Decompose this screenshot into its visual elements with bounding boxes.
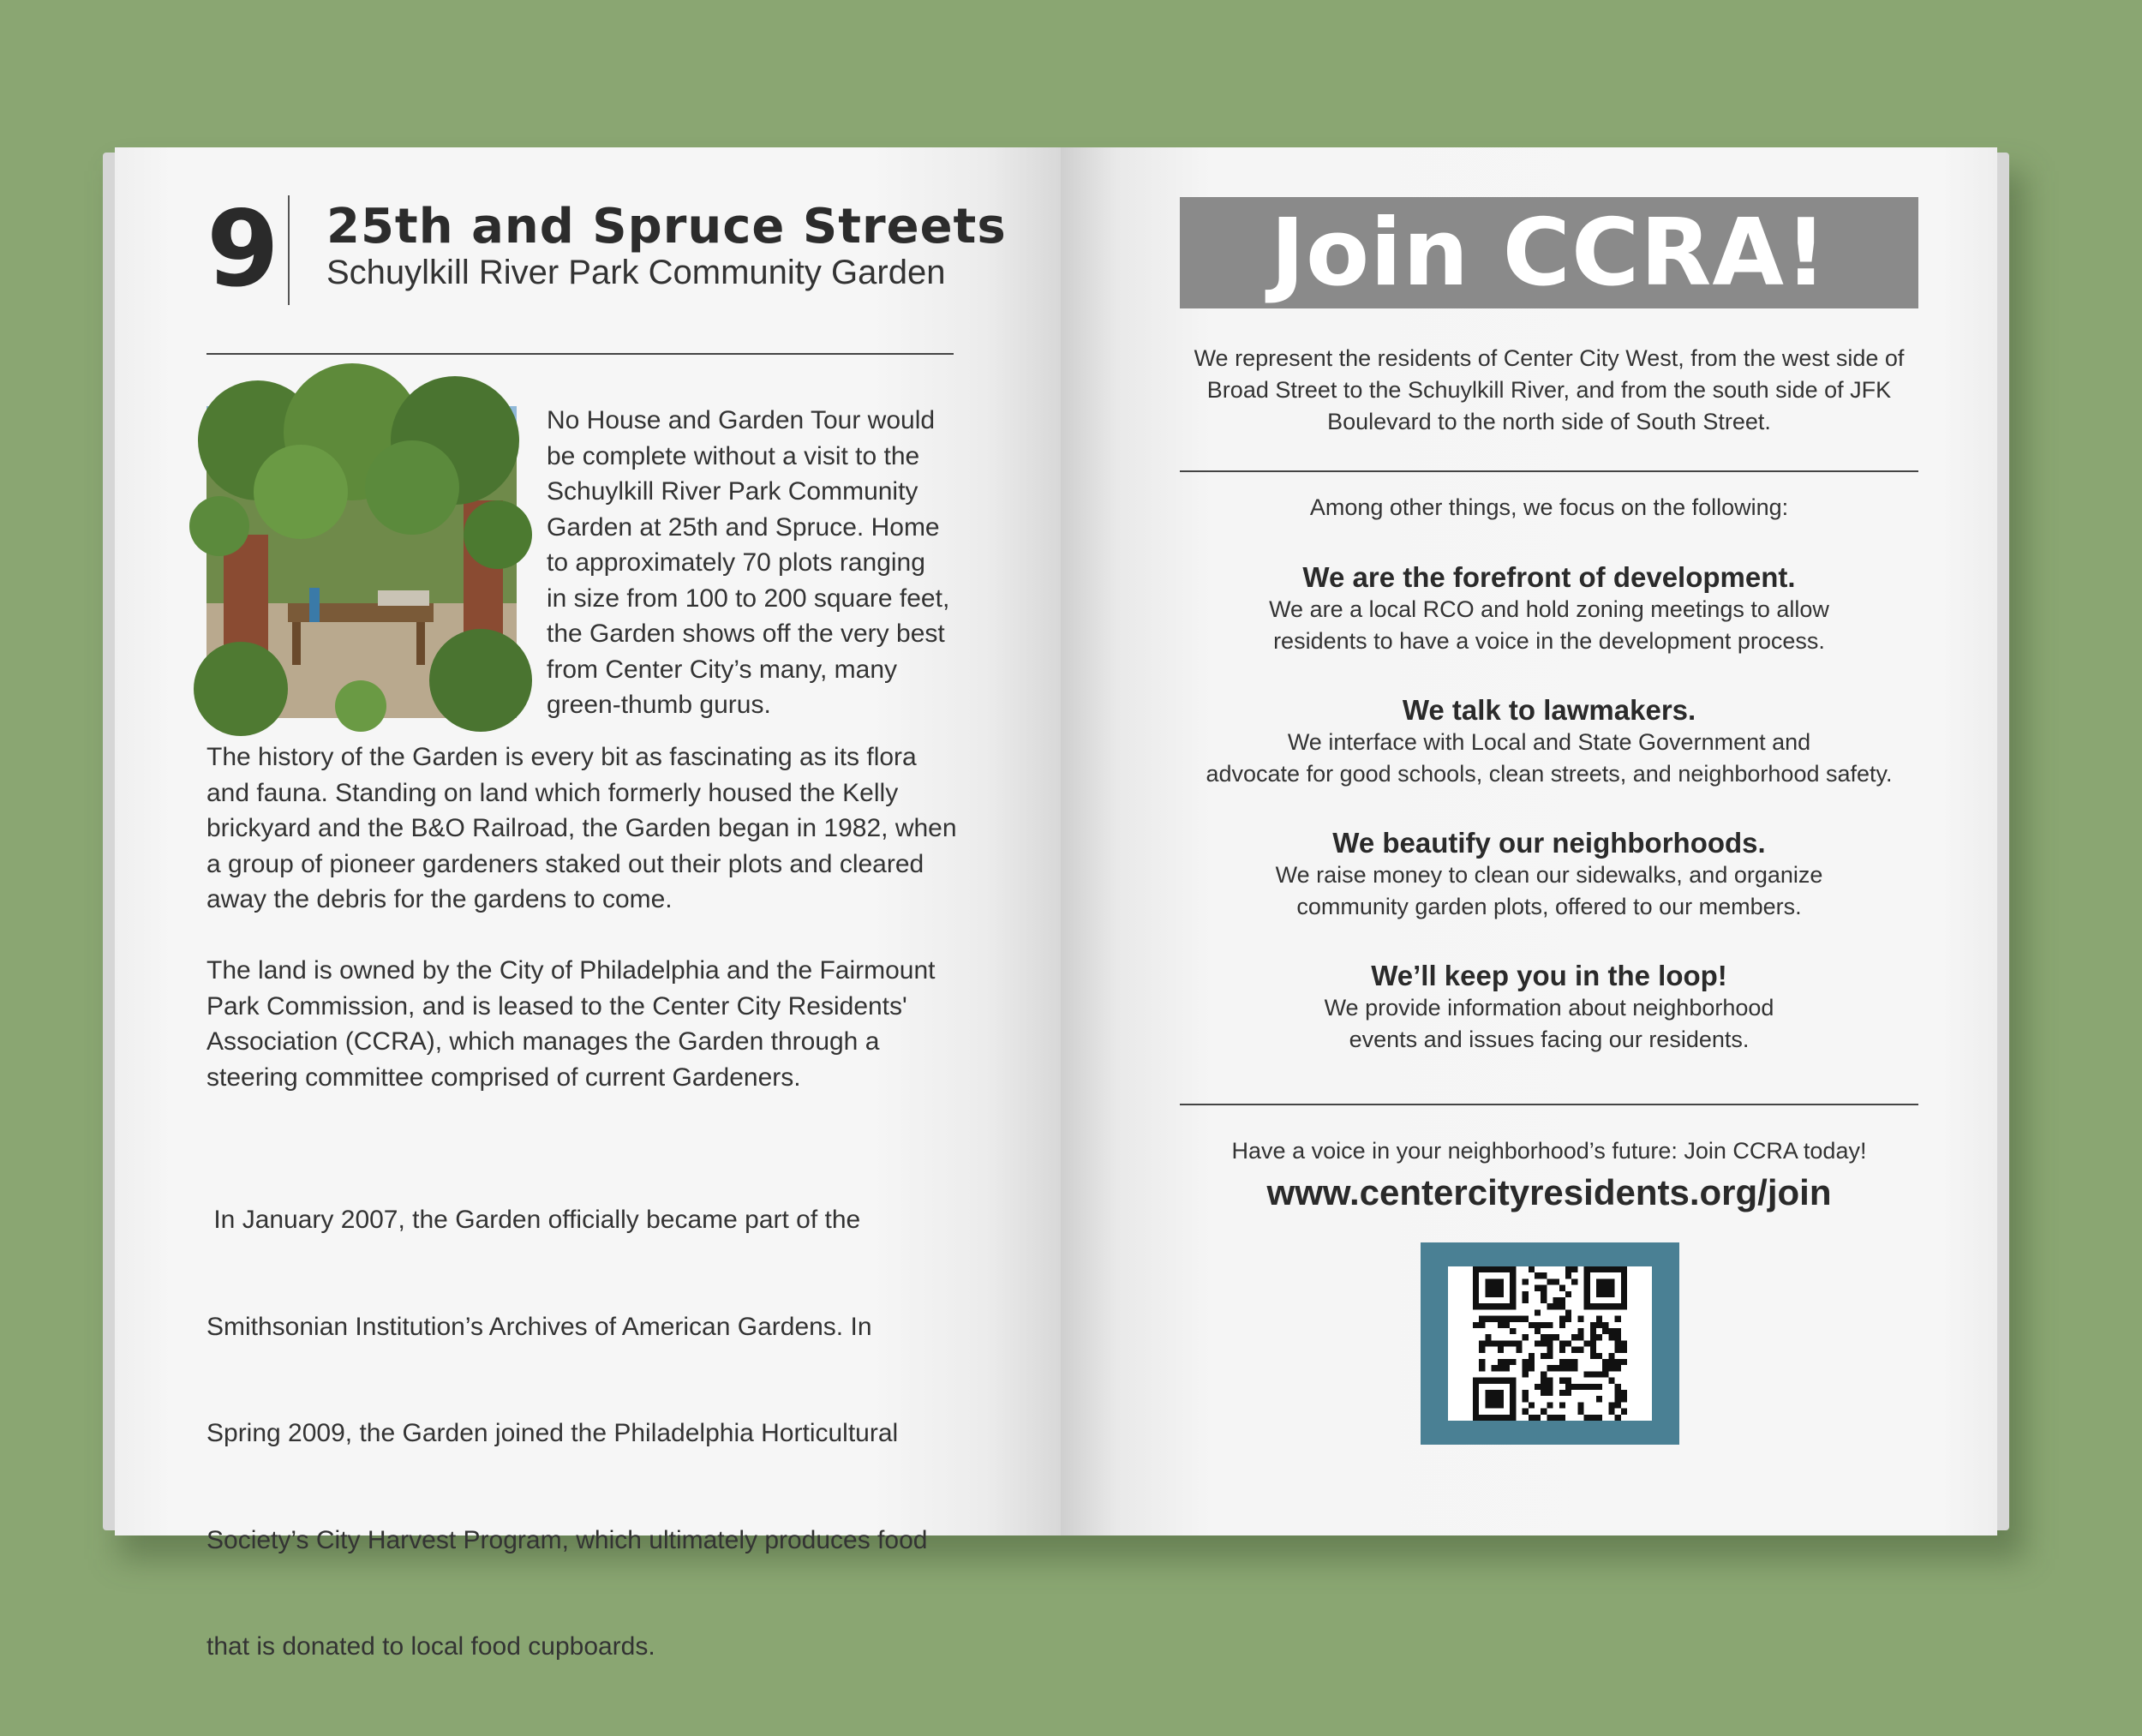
paragraph-line: Society’s City Harvest Program, which ultimately produces food [206, 1525, 928, 1554]
paragraph-line: that is donated to local food cupboards. [206, 1632, 655, 1661]
intro-line: No House and Garden Tour would [547, 406, 936, 434]
paragraph-line: Park Commission, and is leased to the Center City Residents' [206, 991, 907, 1021]
focus-intro: Among other things, we focus on the following: [1309, 494, 1789, 520]
history-paragraph [206, 739, 978, 918]
intro-line: in size from 100 to 200 square feet, [547, 584, 950, 613]
intro-line: the Garden shows off the very best [547, 620, 945, 648]
coverage-line: We represent the residents of Center City West, from the west side of [1194, 345, 1905, 371]
qr-code-frame [1421, 1242, 1679, 1445]
paragraph-line: a group of pioneer gardeners staked out their plots and cleared [206, 849, 924, 878]
join-banner-text: Join CCRA! [1270, 199, 1828, 307]
coverage-line: Broad Street to the Schuylkill River, and from the south side of JFK [1206, 377, 1892, 403]
paragraph-line: Association (CCRA), which manages the Garden through a [206, 1027, 880, 1056]
join-url-link[interactable]: www.centercityresidents.org/join [1266, 1172, 1832, 1212]
paragraph-line: brickyard and the B&O Railroad, the Garden began in 1982, when [206, 814, 957, 842]
focus-desc: We raise money to clean our sidewalks, and organize [1275, 862, 1823, 888]
paragraph-line: The history of the Garden is every bit as fascinating as its flora [206, 743, 917, 771]
paragraph-line: steering committee comprised of current Gardeners. [206, 1063, 801, 1092]
paragraph-line: The land is owned by the City of Philadelphia and the Fairmount [206, 956, 936, 985]
paragraph-line: Smithsonian Institution’s Archives of American Gardens. In [206, 1312, 872, 1341]
intro-line: Schuylkill River Park Community [547, 477, 918, 506]
focus-title: We beautify our neighborhoods. [1332, 827, 1766, 859]
qr-code-icon[interactable] [1448, 1266, 1652, 1421]
coverage-line: Boulevard to the north side of South Street. [1327, 409, 1771, 434]
paragraph-line: away the debris for the gardens to come. [206, 885, 673, 913]
paragraph-line: In January 2007, the Garden officially became part of the [206, 1206, 861, 1234]
focus-title: We are the forefront of development. [1302, 561, 1796, 593]
call-to-action: Have a voice in your neighborhood’s future: Join CCRA today! [1231, 1138, 1867, 1164]
focus-desc: We are a local RCO and hold zoning meetings to allow [1269, 596, 1829, 622]
intro-line: Garden at 25th and Spruce. Home [547, 512, 940, 542]
focus-desc: advocate for good schools, clean streets, and neighborhood safety. [1206, 761, 1893, 787]
focus-desc: residents to have a voice in the development process. [1273, 628, 1825, 654]
focus-desc: We provide information about neighborhood [1324, 995, 1774, 1021]
paragraph-line: and fauna. Standing on land which formerly housed the Kelly [206, 778, 899, 807]
intro-line: green-thumb gurus. [547, 691, 771, 719]
section-rule [1180, 1104, 1918, 1105]
title-rule [206, 353, 954, 355]
focus-desc: events and issues facing our residents. [1349, 1027, 1750, 1052]
join-banner [1180, 197, 1918, 308]
chapter-divider [288, 195, 290, 305]
intro-text [547, 403, 975, 723]
chapter-title: 25th and Spruce Streets [326, 199, 1007, 254]
focus-item [1180, 694, 1918, 790]
right-page [1061, 147, 1997, 1535]
garden-photo [206, 406, 517, 718]
coverage-text [1180, 343, 1918, 438]
open-booklet [103, 147, 2009, 1661]
chapter-number: 9 [206, 189, 279, 310]
section-rule [1180, 470, 1918, 472]
focus-item [1180, 827, 1918, 923]
paragraph-line: Spring 2009, the Garden joined the Philadelphia Horticultural [206, 1419, 899, 1447]
chapter-subtitle: Schuylkill River Park Community Garden [326, 254, 946, 291]
intro-line: from Center City’s many, many [547, 655, 897, 684]
left-page [115, 147, 1061, 1661]
focus-item [1180, 960, 1918, 1056]
intro-line: to approximately 70 plots ranging [547, 548, 925, 577]
intro-line: be complete without a visit to the [547, 441, 920, 470]
recognition-paragraph [206, 1131, 978, 1736]
focus-title: We’ll keep you in the loop! [1371, 960, 1727, 991]
focus-desc: We interface with Local and State Government and [1287, 729, 1811, 755]
focus-title: We talk to lawmakers. [1402, 694, 1696, 726]
focus-desc: community garden plots, offered to our members. [1296, 894, 1802, 919]
focus-item [1180, 561, 1918, 657]
ownership-paragraph [206, 953, 978, 1095]
